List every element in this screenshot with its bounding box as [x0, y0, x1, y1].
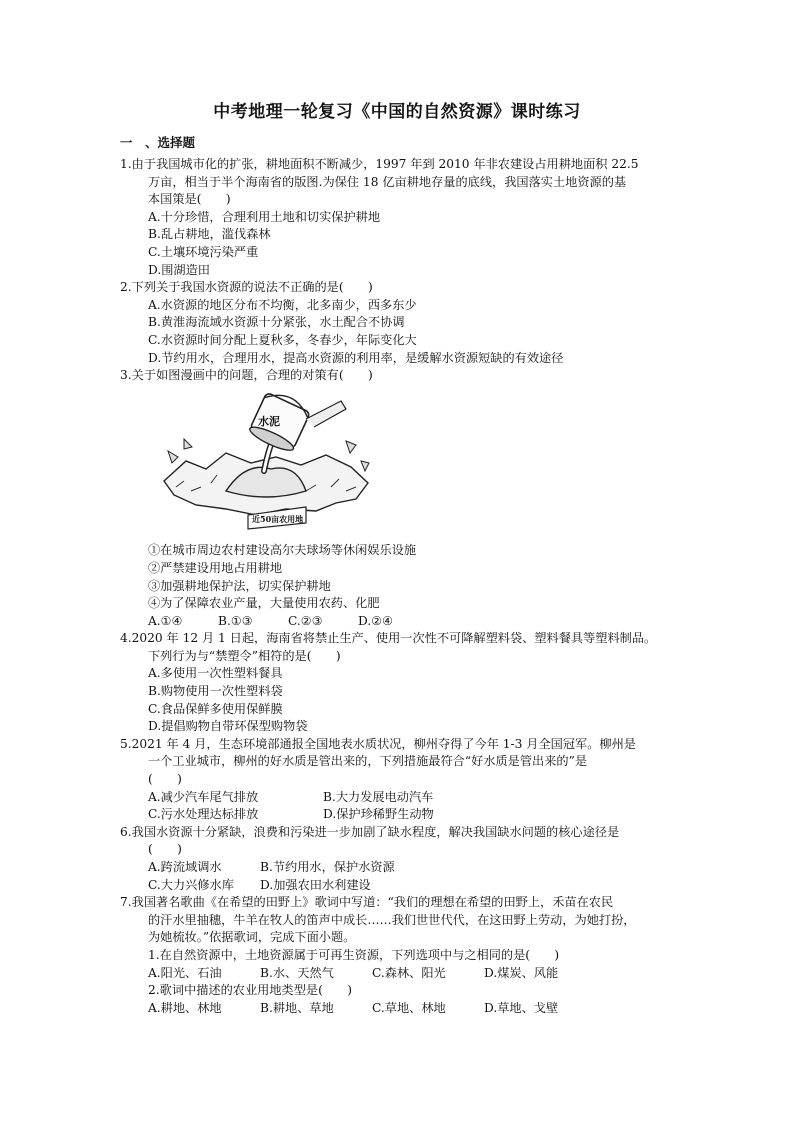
- question-3-statement-4: ④为了保障农业产量，大量使用农药、化肥: [148, 596, 380, 611]
- question-2-option-c: C.水资源时间分配上夏秋多，冬春少，年际变化大: [148, 332, 417, 347]
- question-7-sub-1-stem: 1.在自然资源中，土地资源属于可再生资源，下列选项中与之相同的是( ): [148, 947, 560, 962]
- question-1-stem-line1: 1.由于我国城市化的扩张，耕地面积不断减少，1997 年到 2010 年非农建设占用耕地面积 22.5: [120, 157, 639, 171]
- question-1-option-c: C.土壤环境污染严重: [148, 244, 259, 259]
- question-7-sub-1-option-c: C.森林、阳光: [372, 965, 446, 980]
- question-6-option-c: C.大力兴修水库: [148, 877, 234, 892]
- question-6-option-d: D.加强农田水利建设: [260, 877, 371, 892]
- question-7-sub-2-option-a: A.耕地、林地: [148, 1000, 222, 1015]
- bucket-label: 水泥: [258, 414, 280, 428]
- question-3-option-d: D.②④: [358, 613, 394, 628]
- question-5-options-row1: [120, 789, 700, 807]
- question-7-sub-2-option-b: B.耕地、草地: [260, 1000, 334, 1015]
- question-4-option-c: C.食品保鲜多使用保鲜膜: [148, 701, 283, 716]
- question-2-option-a: A.水资源的地区分布不均衡，北多南少，西多东少: [148, 297, 417, 312]
- question-3-options: [120, 613, 700, 631]
- question-list: [120, 156, 700, 1017]
- question-3-statement-1: ①在城市周边农村建设高尔夫球场等休闲娱乐设施: [148, 543, 417, 558]
- question-7-sub-1-option-b: B.水、天然气: [260, 965, 334, 980]
- question-3-statement-3: ③加强耕地保护法，切实保护耕地: [148, 578, 331, 593]
- question-5-option-d: D.保护珍稀野生动物: [323, 807, 434, 822]
- question-7-sub-2-stem: 2.歌词中描述的农业用地类型是( ): [148, 983, 352, 998]
- question-7-sub-2-option-d: D.草地、戈壁: [484, 1000, 559, 1015]
- question-6-options-row1: [120, 859, 700, 877]
- question-2-option-d: D.节约用水，合理用水，提高水资源的利用率，是缓解水资源短缺的有效途径: [148, 350, 564, 365]
- question-3-option-c: C.②③: [288, 613, 323, 628]
- question-6-options-row2: [120, 877, 700, 895]
- question-6-stem-line2: ( ): [148, 842, 182, 857]
- question-3-option-a: A.①④: [148, 613, 183, 628]
- question-1-option-b: B.乱占耕地，滥伐森林: [148, 227, 271, 242]
- question-2-option-b: B.黄淮海流域水资源十分紧张，水土配合不协调: [148, 315, 405, 330]
- question-1-option-a: A.十分珍惜，合理利用土地和切实保护耕地: [148, 209, 381, 224]
- question-7-stem-line3: 为她梳妆。”依据歌词，完成下面小题。: [148, 930, 356, 945]
- section-heading: 一 、选择题: [120, 135, 196, 150]
- question-5-options-row2: [120, 806, 700, 824]
- question-7-sub-2-options: [120, 1000, 700, 1018]
- page-title: 中考地理一轮复习《中国的自然资源》课时练习: [213, 102, 581, 122]
- question-5-stem-line2: 一个工业城市，柳州的好水质是管出来的，下列措施最符合“好水质是管出来的”是: [148, 754, 588, 769]
- question-5-option-c: C.污水处理达标排放: [148, 807, 259, 822]
- question-4-stem-line1: 4.2020 年 12 月 1 日起，海南省将禁止生产、使用一次性不可降解塑料袋、塑料餐具等塑料制品。: [120, 631, 657, 646]
- question-6-option-a: A.跨流域调水: [148, 860, 222, 874]
- question-1-stem-line3: 本国策是( ): [148, 192, 231, 207]
- question-1-option-d: D.围湖造田: [148, 262, 210, 277]
- question-7-sub-1-options: [120, 965, 700, 983]
- question-1-stem-line2: 万亩，相当于半个海南省的版图.为保住 18 亿亩耕地存量的底线，我国落实土地资源的基: [148, 174, 627, 189]
- cartoon-illustration: [156, 391, 376, 531]
- question-2-stem: 2.下列关于我国水资源的说法不正确的是( ): [120, 280, 373, 295]
- question-6-option-b: B.节约用水，保护水资源: [260, 860, 395, 874]
- question-3-stem: 3.关于如图漫画中的问题，合理的对策有( ): [120, 368, 373, 383]
- question-5-option-b: B.大力发展电动汽车: [323, 789, 434, 804]
- question-7-sub-2-option-c: C.草地、林地: [372, 1000, 446, 1015]
- question-5-stem-line1: 5.2021 年 4 月，生态环境部通报全国地表水质状况，柳州夺得了今年 1-3 月全国冠军。柳州是: [120, 736, 636, 751]
- question-5-option-a: A.减少汽车尾气排放: [148, 789, 259, 804]
- question-6-stem-line1: 6.我国水资源十分紧缺，浪费和污染进一步加剧了缺水程度，解决我国缺水问题的核心途径是: [120, 824, 620, 839]
- question-7-stem-line2: 的汗水里抽穗，牛羊在牧人的笛声中成长……我们世世代代，在这田野上劳动，为她打扮，: [148, 912, 636, 927]
- question-4-option-d: D.提倡购物自带环保型购物袋: [148, 719, 308, 734]
- question-4-option-b: B.购物使用一次性塑料袋: [148, 684, 283, 699]
- sign-label: 近50亩农用地: [252, 513, 304, 524]
- question-3-option-b: B.①③: [218, 613, 253, 628]
- question-7-stem-line1: 7.我国著名歌曲《在希望的田野上》歌词中写道：“我们的理想在希望的田野上，禾苗在农民: [120, 895, 614, 910]
- question-5-stem-line3: ( ): [148, 772, 182, 787]
- question-4-stem-line2: 下列行为与“禁塑令”相符的是( ): [148, 648, 341, 663]
- question-7-sub-1-option-d: D.煤炭、风能: [484, 965, 559, 980]
- question-3-statement-2: ②严禁建设用地占用耕地: [148, 560, 283, 575]
- question-7-sub-1-option-a: A.阳光、石油: [148, 965, 222, 980]
- question-4-option-a: A.多使用一次性塑料餐具: [148, 666, 283, 681]
